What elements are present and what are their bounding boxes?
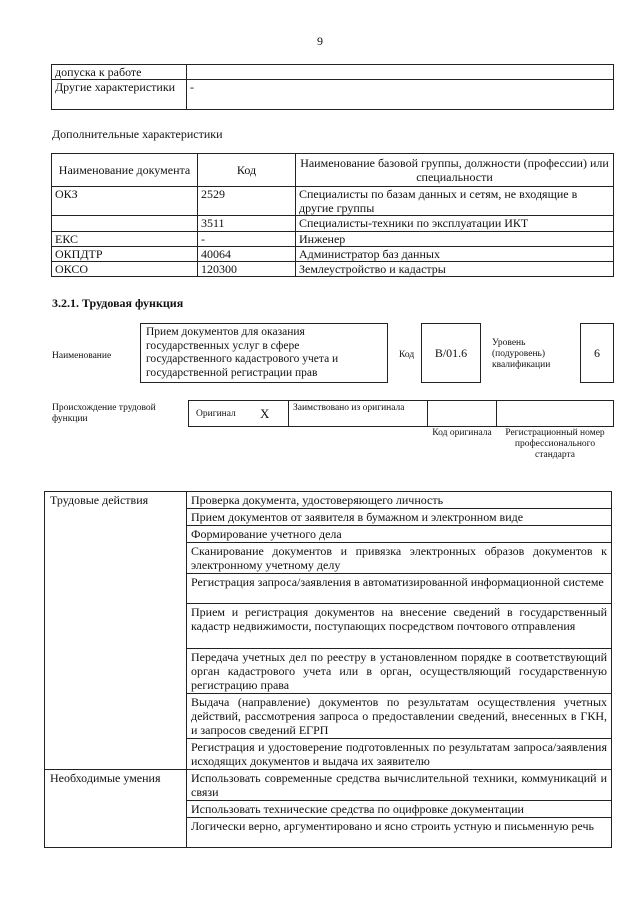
borrowed-label: Заимствовано из оригинала xyxy=(293,403,405,413)
table-cell: Использовать технические средства по оцифровке документации xyxy=(187,801,612,818)
origin-box xyxy=(188,400,614,427)
table-row xyxy=(52,80,614,110)
table-cell: Формирование учетного дела xyxy=(187,526,612,543)
doc-cell xyxy=(52,216,198,232)
column-header: Наименование базовой группы, должности (профессии) или специальности xyxy=(296,154,614,187)
name-label: Наименование xyxy=(52,351,112,361)
table-row xyxy=(45,492,612,509)
code-cell: - xyxy=(198,232,296,247)
table-cell: Регистрация и удостоверение подготовленных по результатам запроса/заявления исходящих документов и выдача их заявителю xyxy=(187,739,612,770)
additional-characteristics-caption: Дополнительные характеристики xyxy=(52,127,223,141)
code-cell: 3511 xyxy=(198,216,296,232)
table-row xyxy=(52,247,614,262)
page-number: 9 xyxy=(317,34,323,48)
qualification-level-box: 6 xyxy=(580,323,614,383)
table-cell: Прием и регистрация документов на внесение сведений в государственный кадастр недвижимости, поступающих посредством почтового отправления xyxy=(187,604,612,649)
row-label: допуска к работе xyxy=(52,65,187,80)
table-cell: Передача учетных дел по реестру в установленном порядке в соответствующий орган кадастрового учета или в орган, осуществляющий государственную регистрацию права xyxy=(187,649,612,694)
code-cell: 40064 xyxy=(198,247,296,262)
name-cell: Землеустройство и кадастры xyxy=(296,262,614,277)
table-row xyxy=(45,770,612,801)
table-cell: Выдача (направление) документов по результатам осуществления учетных действий, рассмотрения запроса о предоставлении сведений, внесенных в ГКН, и запросов сведений ЕГРП xyxy=(187,694,612,739)
table-cell: Регистрация запроса/заявления в автоматизированной информационной системе xyxy=(187,574,612,604)
code-cell: 120300 xyxy=(198,262,296,277)
qualification-table-fragment xyxy=(51,64,614,110)
row-value xyxy=(187,65,614,80)
table-row xyxy=(52,216,614,232)
original-mark: X xyxy=(260,406,270,421)
table-row xyxy=(52,232,614,247)
table-cell: Проверка документа, удостоверяющего личность xyxy=(187,492,612,509)
function-heading: 3.2.1. Трудовая функция xyxy=(52,296,184,310)
divider xyxy=(427,400,428,427)
additional-characteristics-table xyxy=(51,153,614,277)
labor-function-table xyxy=(44,491,612,848)
function-code-box: В/01.6 xyxy=(421,323,481,383)
name-cell: Инженер xyxy=(296,232,614,247)
code-label: Код xyxy=(399,350,415,360)
doc-cell: ЕКС xyxy=(52,232,198,247)
section-label: Необходимые умения xyxy=(45,770,187,848)
section-label: Трудовые действия xyxy=(45,492,187,770)
table-cell: Прием документов от заявителя в бумажном и электронном виде xyxy=(187,509,612,526)
table-row xyxy=(52,262,614,277)
origin-label: Происхождение трудовой функции xyxy=(52,403,156,424)
divider xyxy=(496,400,497,427)
doc-cell: ОКСО xyxy=(52,262,198,277)
table-cell: Логически верно, аргументировано и ясно строить устную и письменную речь xyxy=(187,818,612,848)
name-cell: Специалисты-техники по эксплуатации ИКТ xyxy=(296,216,614,232)
code-original-label: Код оригинала xyxy=(432,428,492,438)
table-cell: Использовать современные средства вычислительной техники, коммуникаций и связи xyxy=(187,770,612,801)
column-header: Наименование документа xyxy=(52,154,198,187)
doc-cell: ОКЗ xyxy=(52,187,198,216)
reg-number-label: Регистрационный номер профессионального стандарта xyxy=(505,428,605,460)
function-name-box: Прием документов для оказания государственных услуг в сфере государственного кадастрового учета и государственной регистрации прав xyxy=(140,323,388,383)
row-value: - xyxy=(187,80,614,110)
divider xyxy=(288,400,289,427)
name-cell: Администратор баз данных xyxy=(296,247,614,262)
column-header: Код xyxy=(198,154,296,187)
original-label: Оригинал xyxy=(196,409,236,419)
code-cell: 2529 xyxy=(198,187,296,216)
table-header-row xyxy=(52,154,614,187)
name-cell: Специалисты по базам данных и сетям, не входящие в другие группы xyxy=(296,187,614,216)
table-row xyxy=(52,65,614,80)
table-cell: Сканирование документов и привязка электронных образов документов к электронному учетному делу xyxy=(187,543,612,574)
doc-cell: ОКПДТР xyxy=(52,247,198,262)
row-label: Другие характеристики xyxy=(52,80,187,110)
table-row xyxy=(52,187,614,216)
level-label: Уровень (подуровень) квалификации xyxy=(492,338,551,370)
